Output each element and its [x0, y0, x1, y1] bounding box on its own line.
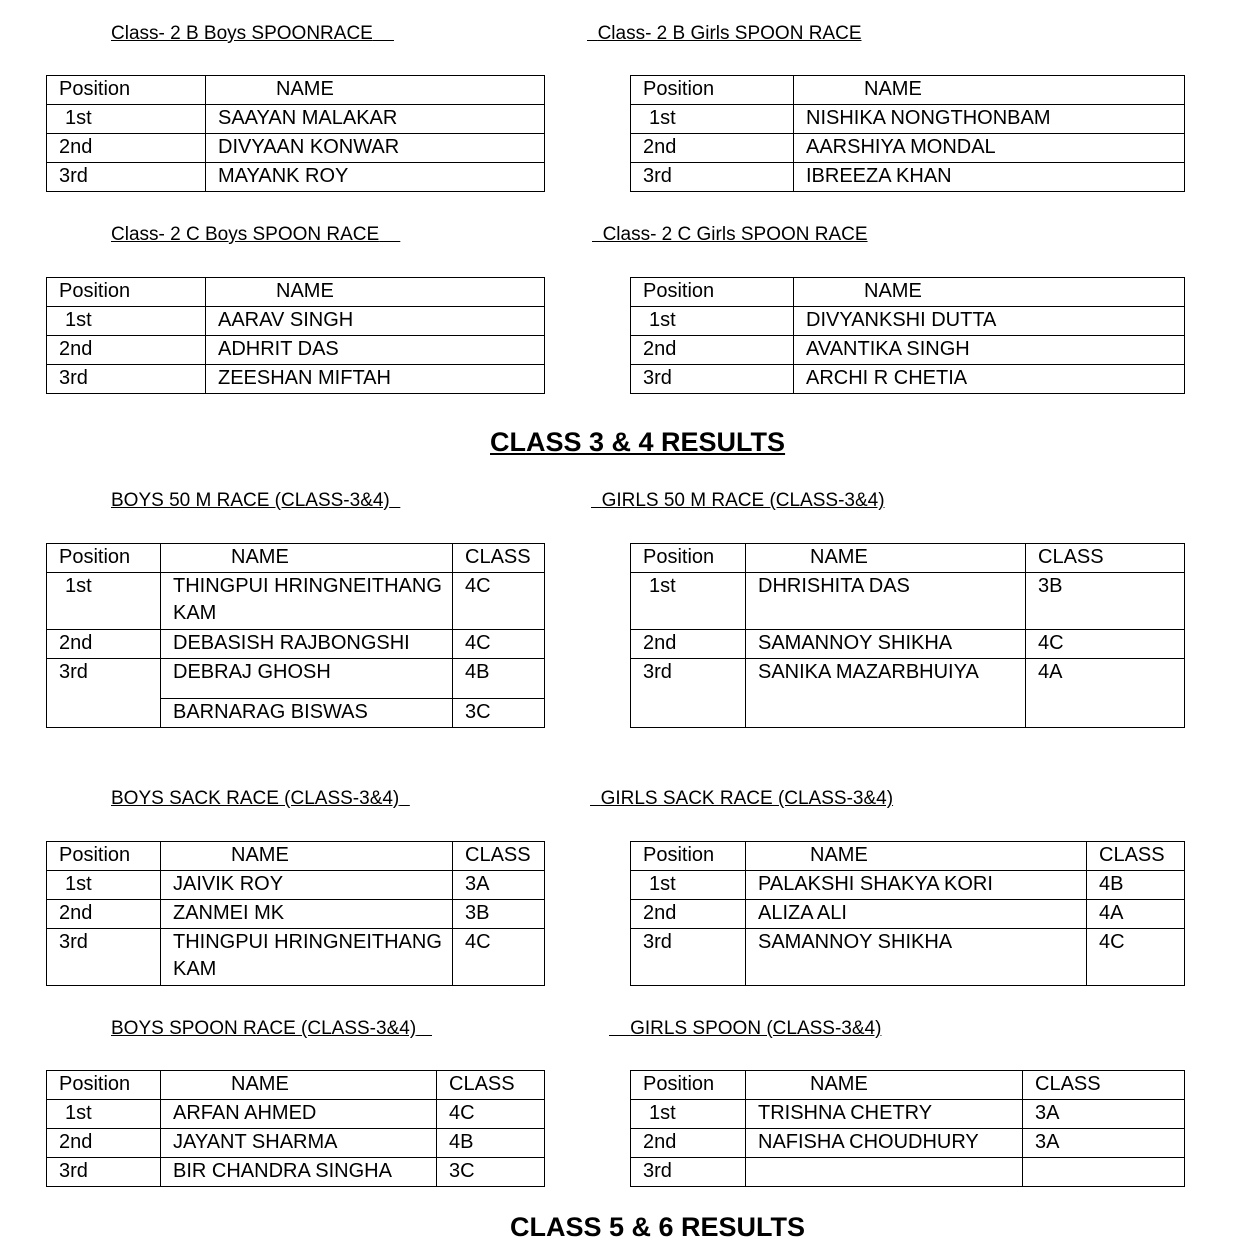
header-name: NAME [161, 544, 453, 573]
position-cell: 1st [631, 573, 746, 630]
table-header-row [47, 76, 1185, 105]
header-name: NAME [794, 76, 1185, 105]
name-cell: ZANMEI MK [161, 900, 453, 929]
class-cell: 4A [1087, 900, 1185, 929]
class-cell: 3B [1026, 573, 1185, 630]
caption-text: BOYS SPOON RACE (CLASS-3&4) [111, 1018, 417, 1039]
name-cell: SAMANNOY SHIKHA [746, 929, 1087, 986]
header-position: Position [631, 544, 746, 573]
caption-text: GIRLS SACK RACE (CLASS-3&4) [600, 788, 894, 809]
header-name: NAME [161, 1071, 437, 1100]
name-cell: THINGPUI HRINGNEITHANG KAM [161, 929, 453, 986]
header-position: Position [47, 544, 161, 573]
position-cell: 2nd [47, 900, 161, 929]
name-cell: THINGPUI HRINGNEITHANG KAM [161, 573, 453, 630]
header-name: NAME [746, 1071, 1023, 1100]
table-spoon-race-34 [46, 1070, 1185, 1187]
table-header-row [47, 278, 1185, 307]
next-section-heading: CLASS 5 & 6 RESULTS [510, 1212, 806, 1242]
table-gap [545, 278, 631, 394]
name-cell: DHRISHITA DAS [746, 573, 1026, 630]
table-gap [545, 1071, 631, 1187]
class-cell: 4C [453, 573, 545, 630]
class-cell: 4C [453, 630, 545, 659]
class-cell: 3A [1023, 1100, 1185, 1129]
table-gap [545, 544, 631, 728]
header-class: CLASS [453, 544, 545, 573]
position-cell: 2nd [631, 1129, 746, 1158]
class-cell: 3A [1023, 1129, 1185, 1158]
caption-2b-girls-spoon [587, 23, 862, 45]
position-cell: 3rd [631, 1158, 746, 1187]
table-2c-spoon [46, 277, 1185, 394]
table-header-row [47, 842, 1185, 871]
position-cell: 3rd [47, 1158, 161, 1187]
caption-boys-sack [111, 788, 410, 810]
position-cell: 2nd [47, 1129, 161, 1158]
caption-text: BOYS SACK RACE (CLASS-3&4) [111, 788, 400, 809]
name-cell: ZEESHAN MIFTAH [206, 365, 545, 394]
name-cell: NAFISHA CHOUDHURY [746, 1129, 1023, 1158]
class-cell: 3C [437, 1158, 545, 1187]
caption-text: Class- 2 C Boys SPOON RACE [111, 224, 380, 245]
name-cell: DIVYANKSHI DUTTA [794, 307, 1185, 336]
caption-text: BOYS 50 M RACE (CLASS-3&4) [111, 490, 390, 511]
position-cell: 1st [47, 105, 206, 134]
position-cell: 3rd [631, 365, 794, 394]
header-name: NAME [161, 842, 453, 871]
name-cell: SAMANNOY SHIKHA [746, 630, 1026, 659]
table-header-row [47, 1071, 1185, 1100]
header-name: NAME [794, 278, 1185, 307]
name-cell: JAIVIK ROY [161, 871, 453, 900]
caption-text: Class- 2 C Girls SPOON RACE [602, 224, 868, 245]
position-cell: 1st [47, 1100, 161, 1129]
name-cell [746, 1158, 1023, 1187]
header-position: Position [47, 76, 206, 105]
caption-2b-boys-spoon [111, 23, 394, 45]
position-cell: 1st [631, 105, 794, 134]
name-cell: PALAKSHI SHAKYA KORI [746, 871, 1087, 900]
name-cell: SAAYAN MALAKAR [206, 105, 545, 134]
header-position: Position [47, 842, 161, 871]
name-cell: DEBASISH RAJBONGSHI [161, 630, 453, 659]
position-cell: 2nd [47, 336, 206, 365]
caption-boys-spoon-34 [111, 1018, 432, 1040]
position-cell: 3rd [631, 659, 746, 728]
class-cell: 3A [453, 871, 545, 900]
class-cell: 4C [437, 1100, 545, 1129]
caption-text: Class- 2 B Girls SPOON RACE [597, 23, 862, 44]
name-cell: ALIZA ALI [746, 900, 1087, 929]
position-cell: 2nd [631, 134, 794, 163]
position-cell: 2nd [47, 630, 161, 659]
table-gap [545, 842, 631, 986]
caption-girls-spoon-34 [609, 1018, 881, 1040]
table-50m-race [46, 543, 1185, 728]
header-name: NAME [746, 544, 1026, 573]
position-cell: 1st [631, 307, 794, 336]
name-cell: BARNARAG BISWAS [161, 699, 453, 728]
class-cell: 3B [453, 900, 545, 929]
caption-girls-sack [590, 788, 893, 810]
name-cell: ADHRIT DAS [206, 336, 545, 365]
name-cell: BIR CHANDRA SINGHA [161, 1158, 437, 1187]
header-class: CLASS [1087, 842, 1185, 871]
name-cell: TRISHNA CHETRY [746, 1100, 1023, 1129]
name-cell: IBREEZA KHAN [794, 163, 1185, 192]
header-name: NAME [206, 278, 545, 307]
name-cell: SANIKA MAZARBHUIYA [746, 659, 1026, 728]
name-cell: ARFAN AHMED [161, 1100, 437, 1129]
name-cell: AVANTIKA SINGH [794, 336, 1185, 365]
caption-text: GIRLS 50 M RACE (CLASS-3&4) [601, 490, 885, 511]
header-position: Position [631, 1071, 746, 1100]
position-cell: 2nd [631, 336, 794, 365]
header-position: Position [631, 278, 794, 307]
class-cell: 4C [453, 929, 545, 986]
name-cell: NISHIKA NONGTHONBAM [794, 105, 1185, 134]
position-cell: 1st [47, 871, 161, 900]
position-cell: 3rd [631, 163, 794, 192]
position-cell: 3rd [631, 929, 746, 986]
class-cell: 4C [1026, 630, 1185, 659]
name-cell: AARSHIYA MONDAL [794, 134, 1185, 163]
header-class: CLASS [1023, 1071, 1185, 1100]
name-cell: DEBRAJ GHOSH [161, 659, 453, 699]
position-cell: 3rd [47, 659, 161, 728]
position-cell: 1st [47, 573, 161, 630]
header-position: Position [631, 842, 746, 871]
caption-2c-girls-spoon [592, 224, 868, 246]
class-cell: 3C [453, 699, 545, 728]
name-cell: DIVYAAN KONWAR [206, 134, 545, 163]
position-cell: 2nd [631, 630, 746, 659]
position-cell: 1st [47, 307, 206, 336]
table-gap [545, 76, 631, 192]
header-class: CLASS [1026, 544, 1185, 573]
name-cell: AARAV SINGH [206, 307, 545, 336]
position-cell: 1st [631, 1100, 746, 1129]
caption-2c-boys-spoon [111, 224, 400, 246]
name-cell: MAYANK ROY [206, 163, 545, 192]
position-cell: 3rd [47, 929, 161, 986]
caption-girls-50m [591, 490, 885, 512]
caption-text: Class- 2 B Boys SPOONRACE [111, 23, 373, 44]
class-cell: 4C [1087, 929, 1185, 986]
header-name: NAME [746, 842, 1087, 871]
caption-boys-50m [111, 490, 400, 512]
position-cell: 2nd [631, 900, 746, 929]
header-class: CLASS [437, 1071, 545, 1100]
header-class: CLASS [453, 842, 545, 871]
name-cell: ARCHI R CHETIA [794, 365, 1185, 394]
table-sack-race [46, 841, 1185, 986]
class-cell [1023, 1158, 1185, 1187]
position-cell: 3rd [47, 365, 206, 394]
table-header-row [47, 544, 1185, 573]
class-cell: 4B [453, 659, 545, 699]
class-cell: 4B [1087, 871, 1185, 900]
class-cell: 4A [1026, 659, 1185, 728]
position-cell: 1st [631, 871, 746, 900]
name-cell: JAYANT SHARMA [161, 1129, 437, 1158]
header-name: NAME [206, 76, 545, 105]
header-position: Position [47, 1071, 161, 1100]
position-cell: 2nd [47, 134, 206, 163]
section-heading: CLASS 3 & 4 RESULTS [490, 427, 786, 457]
caption-text: GIRLS SPOON (CLASS-3&4) [630, 1018, 882, 1039]
header-position: Position [631, 76, 794, 105]
header-position: Position [47, 278, 206, 307]
table-2b-spoon [46, 75, 1185, 192]
class-cell: 4B [437, 1129, 545, 1158]
position-cell: 3rd [47, 163, 206, 192]
